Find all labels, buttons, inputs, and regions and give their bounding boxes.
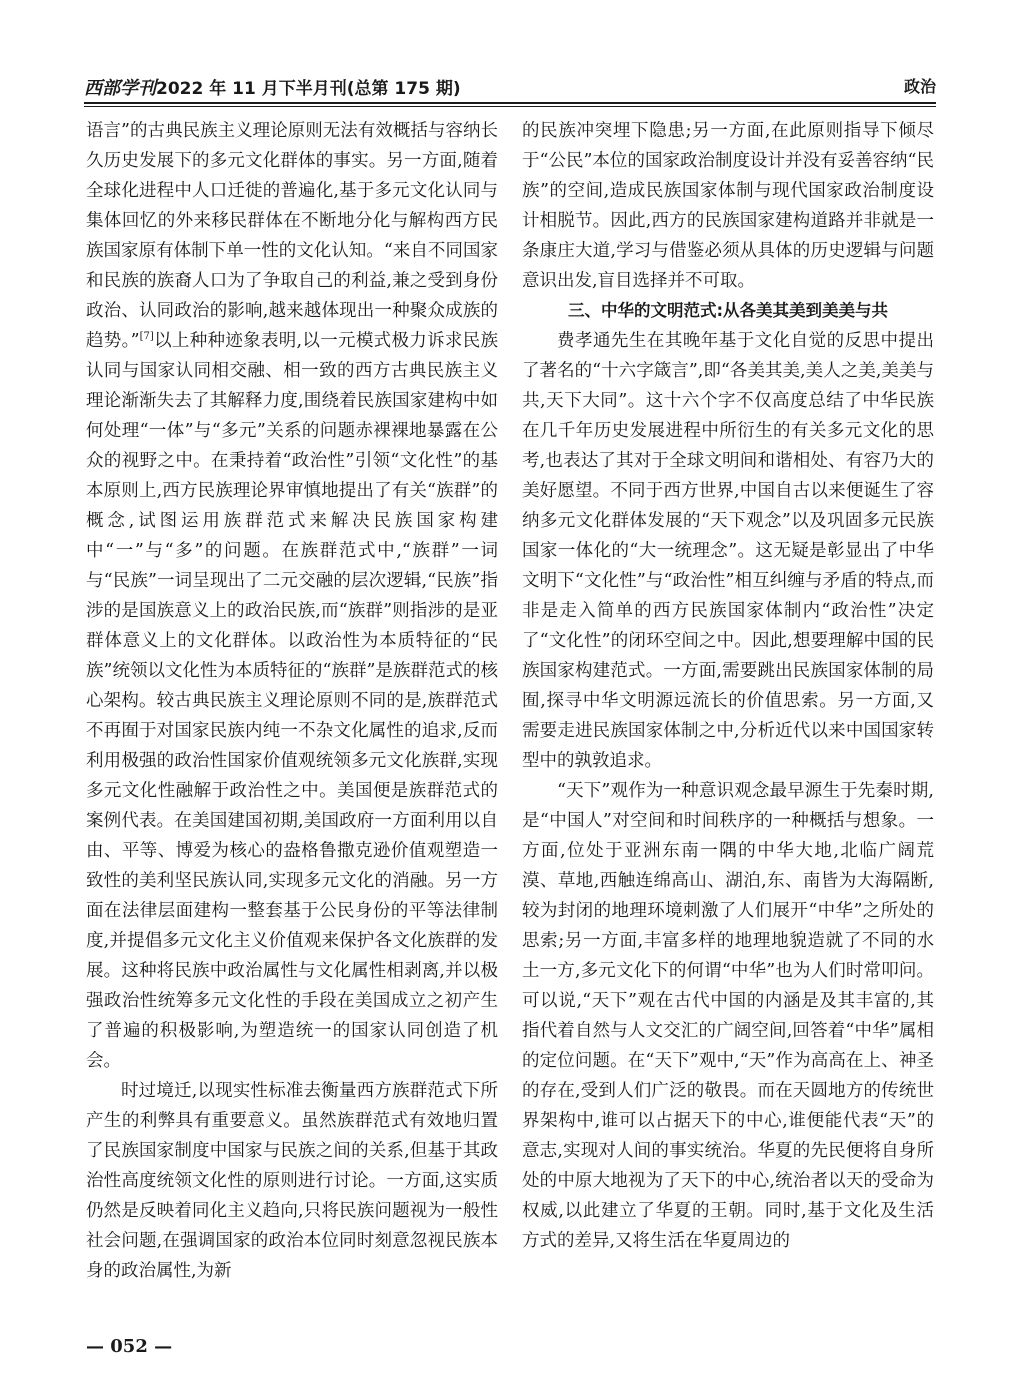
left-paragraph-1-text-a: 语言”的古典民族主义理论原则无法有效概括与容纳长久历史发展下的多元文化群体的事实。另一方面,随着全球化进程中人口迁徙的普遍化,基于多元文化认同与集体回忆的外来移民群体在不断地分化与解构西方民族国家原有体制下单一性的文化认知。“来自不同国家和民族的族裔人口为了争取自己的利益,兼之受到身份政治、认同政治的影响,越来越体现出一种聚众成族的趋势。” bbox=[86, 121, 498, 351]
header-journal-info bbox=[84, 74, 461, 100]
running-header bbox=[84, 72, 936, 102]
right-paragraph-3: “天下”观作为一种意识观念最早源生于先秦时期,是“中国人”对空间和时间秩序的一种概括与想象。一方面,位处于亚洲东南一隅的中华大地,北临广阔荒漠、草地,西触连绵高山、湖泊,东、南皆为大海隔断,较为封闭的地理环境刺激了人们展开“中华”之所处的思索;另一方面,丰富多样的地理地貌造就了不同的水土一方,多元文化下的何谓“中华”也为人们时常叩问。可以说,“天下”观在古代中国的内涵是及其丰富的,其指代着自然与人文交汇的广阔空间,回答着“中华”属相的定位问题。在“天下”观中,“天”作为高高在上、神圣的存在,受到人们广泛的敬畏。而在天圆地方的传统世界架构中,谁可以占据天下的中心,谁便能代表“天”的意志,实现对人间的事实统治。华夏的先民便将自身所处的中原大地视为了天下的中心,统治者以天的受命为权威,以此建立了华夏的王朝。同时,基于文化及生活方式的差异,又将生活在华夏周边的 bbox=[522, 781, 934, 1251]
section-heading: 三、中华的文明范式:从各美其美到美美与共 bbox=[567, 301, 889, 320]
journal-logo: 西部学刊 bbox=[84, 78, 156, 99]
left-paragraph-1-text-b: 以上种种迹象表明,以一元模式极力诉求民族认同与国家认同相交融、相一致的西方古典民族主义理论渐渐失去了其解释力度,围绕着民族国家建构中如何处理“一体”与“多元”关系的问题赤裸裸地暴露在公众的视野之中。在秉持着“政治性”引领“文化性”的基本原则上,西方民族理论界审慎地提出了有关“族群”的概念,试图运用族群范式来解决民族国家构建中“一”与“多”的问题。在族群范式中,“族群”一词与“民族”一词呈现出了二元交融的层次逻辑,“民族”指涉的是国族意义上的政治民族,而“族群”则指涉的是亚群体意义上的文化群体。以政治性为本质特征的“民族”统领以文化性为本质特征的“族群”是族群范式的核心架构。较古典民族主义理论原则不同的是,族群范式不再囿于对国家民族内纯一不杂文化属性的追求,反而利用极强的政治性国家价值观统领多元文化族群,实现多元文化性融解于政治性之中。美国便是族群范式的案例代表。在美国建国初期,美国政府一方面利用以自由、平等、博爱为核心的盎格鲁撒克逊价值观塑造一致性的美利坚民族认同,实现多元文化的消融。另一方面在法律层面建构一整套基于公民身份的平等法律制度,并提倡多元文化主义价值观来保护各文化族群的发展。这种将民族中政治属性与文化属性相剥离,并以极强政治性统筹多元文化性的手段在美国成立之初产生了普遍的积极影响,为塑造统一的国家认同创造了机会。 bbox=[86, 331, 498, 1071]
header-rule-thin bbox=[84, 106, 936, 107]
left-paragraph-2: 时过境迁,以现实性标准去衡量西方族群范式下所产生的利弊具有重要意义。虽然族群范式有效地归置了民族国家制度中国家与民族之间的关系,但基于其政治性高度统领文化性的原则进行讨论。一方面,这实质仍然是反映着同化主义趋向,只将民族问题视为一般性社会问题,在强调国家的政治本位同时刻意忽视民族本身的政治属性,为新 bbox=[86, 1081, 498, 1281]
left-column bbox=[86, 116, 498, 1286]
citation-7: [7] bbox=[139, 331, 154, 343]
left-paragraph-1 bbox=[86, 116, 498, 1076]
right-column bbox=[522, 116, 934, 1256]
header-rule-thick bbox=[84, 102, 936, 104]
page-number: — 052 — bbox=[86, 1336, 173, 1357]
right-paragraph-2: 费孝通先生在其晚年基于文化自觉的反思中提出了著名的“十六字箴言”,即“各美其美,美人之美,美美与共,天下大同”。这十六个字不仅高度总结了中华民族在几千年历史发展进程中所衍生的有关多元文化的思考,也表达了其对于全球文明间和谐相处、有容乃大的美好愿望。不同于西方世界,中国自古以来便诞生了容纳多元文化群体发展的“天下观念”以及巩固多元民族国家一体化的“大一统理念”。这无疑是彰显出了中华文明下“文化性”与“政治性”相互纠缠与矛盾的特点,而非是走入简单的西方民族国家体制内“政治性”决定了“文化性”的闭环空间之中。因此,想要理解中国的民族国家构建范式。一方面,需要跳出民族国家体制的局囿,探寻中华文明源远流长的价值思索。另一方面,又需要走进民族国家体制之中,分析近代以来中国国家转型中的孰敦追求。 bbox=[522, 331, 934, 771]
right-paragraph-1: 的民族冲突埋下隐患;另一方面,在此原则指导下倾尽于“公民”本位的国家政治制度设计并没有妥善容纳“民族”的空间,造成民族国家体制与现代国家政治制度设计相脱节。因此,西方的民族国家建构道路并非就是一条康庄大道,学习与借鉴必须从具体的历史逻辑与问题意识出发,盲目选择并不可取。 bbox=[522, 121, 934, 291]
issue-info: 2022 年 11 月下半月刊(总第 175 期) bbox=[156, 79, 461, 99]
section-name: 政治 bbox=[903, 77, 936, 96]
